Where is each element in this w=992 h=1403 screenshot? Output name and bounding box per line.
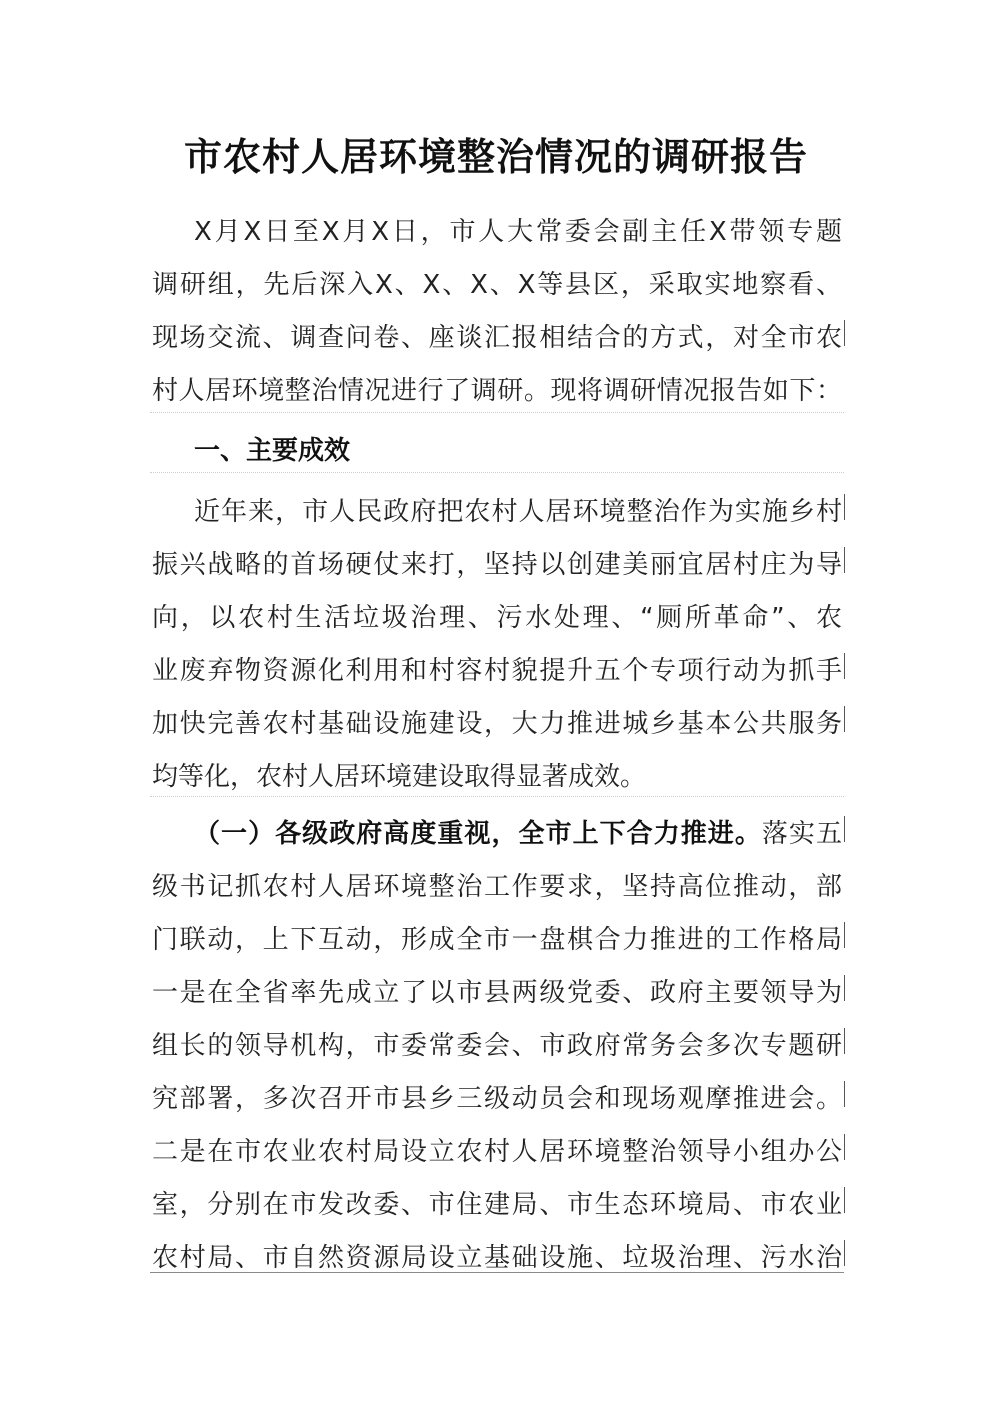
line-end-mark — [844, 1240, 845, 1266]
line-end-mark — [844, 922, 845, 948]
intro-line: 调研组，先后深入X、X、X、X等县区，采取实地察看、 — [152, 270, 842, 300]
body-line: 组长的领导机构，市委常委会、市政府常务会多次专题研 — [152, 1031, 842, 1061]
paragraph-separator — [150, 796, 844, 797]
line-end-mark — [844, 547, 845, 573]
body-line: 业废弃物资源化利用和村容村貌提升五个专项行动为抓手 — [152, 656, 842, 686]
body-line: 加快完善农村基础设施建设，大力推进城乡基本公共服务 — [152, 709, 842, 739]
line-end-mark — [844, 816, 845, 842]
intro-line: X月X日至X月X日，市人大常委会副主任X带领专题 — [194, 217, 842, 247]
line-end-mark — [844, 1187, 845, 1213]
body-line: 振兴战略的首场硬仗来打，坚持以创建美丽宜居村庄为导 — [152, 550, 842, 580]
paragraph-separator — [150, 472, 844, 473]
line-end-mark — [844, 320, 845, 346]
body-line: 农村局、市自然资源局设立基础设施、垃圾治理、污水治 — [152, 1243, 842, 1273]
body-line: 均等化，农村人居环境建设取得显著成效。 — [152, 762, 647, 792]
body-line: 近年来，市人民政府把农村人居环境整治作为实施乡村 — [194, 497, 842, 527]
body-line: 室，分别在市发改委、市住建局、市生态环境局、市农业 — [152, 1190, 842, 1220]
subsection-first-line — [194, 814, 842, 854]
body-line: 二是在市农业农村局设立农村人居环境整治领导小组办公 — [152, 1137, 842, 1167]
body-line: 向，以农村生活垃圾治理、污水处理、“厕所革命”、农 — [152, 603, 842, 633]
line-end-mark — [844, 1081, 845, 1107]
line-end-mark — [844, 653, 845, 679]
subsection-heading: （一）各级政府高度重视，全市上下合力推进。 — [194, 819, 762, 849]
body-line: 一是在全省率先成立了以市县两级党委、政府主要领导为 — [152, 978, 842, 1008]
line-end-mark — [844, 706, 845, 732]
intro-line: 现场交流、调查问卷、座谈汇报相结合的方式，对全市农 — [152, 323, 842, 353]
line-end-mark — [844, 975, 845, 1001]
line-end-mark — [844, 1134, 845, 1160]
subsection-text: 落实五 — [761, 819, 842, 849]
page-bottom-rule — [150, 1272, 844, 1273]
body-line: 门联动，上下互动，形成全市一盘棋合力推进的工作格局 — [152, 925, 842, 955]
body-line: 究部署，多次召开市县乡三级动员会和现场观摩推进会。 — [152, 1084, 842, 1114]
intro-line: 村人居环境整治情况进行了调研。现将调研情况报告如下： — [152, 376, 842, 406]
body-line: 级书记抓农村人居环境整治工作要求，坚持高位推动，部 — [152, 872, 842, 902]
section-heading: 一、主要成效 — [194, 436, 351, 466]
paragraph-separator — [150, 412, 844, 413]
line-end-mark — [844, 494, 845, 520]
document-title: 市农村人居环境整治情况的调研报告 — [183, 134, 808, 179]
line-end-mark — [844, 1028, 845, 1054]
